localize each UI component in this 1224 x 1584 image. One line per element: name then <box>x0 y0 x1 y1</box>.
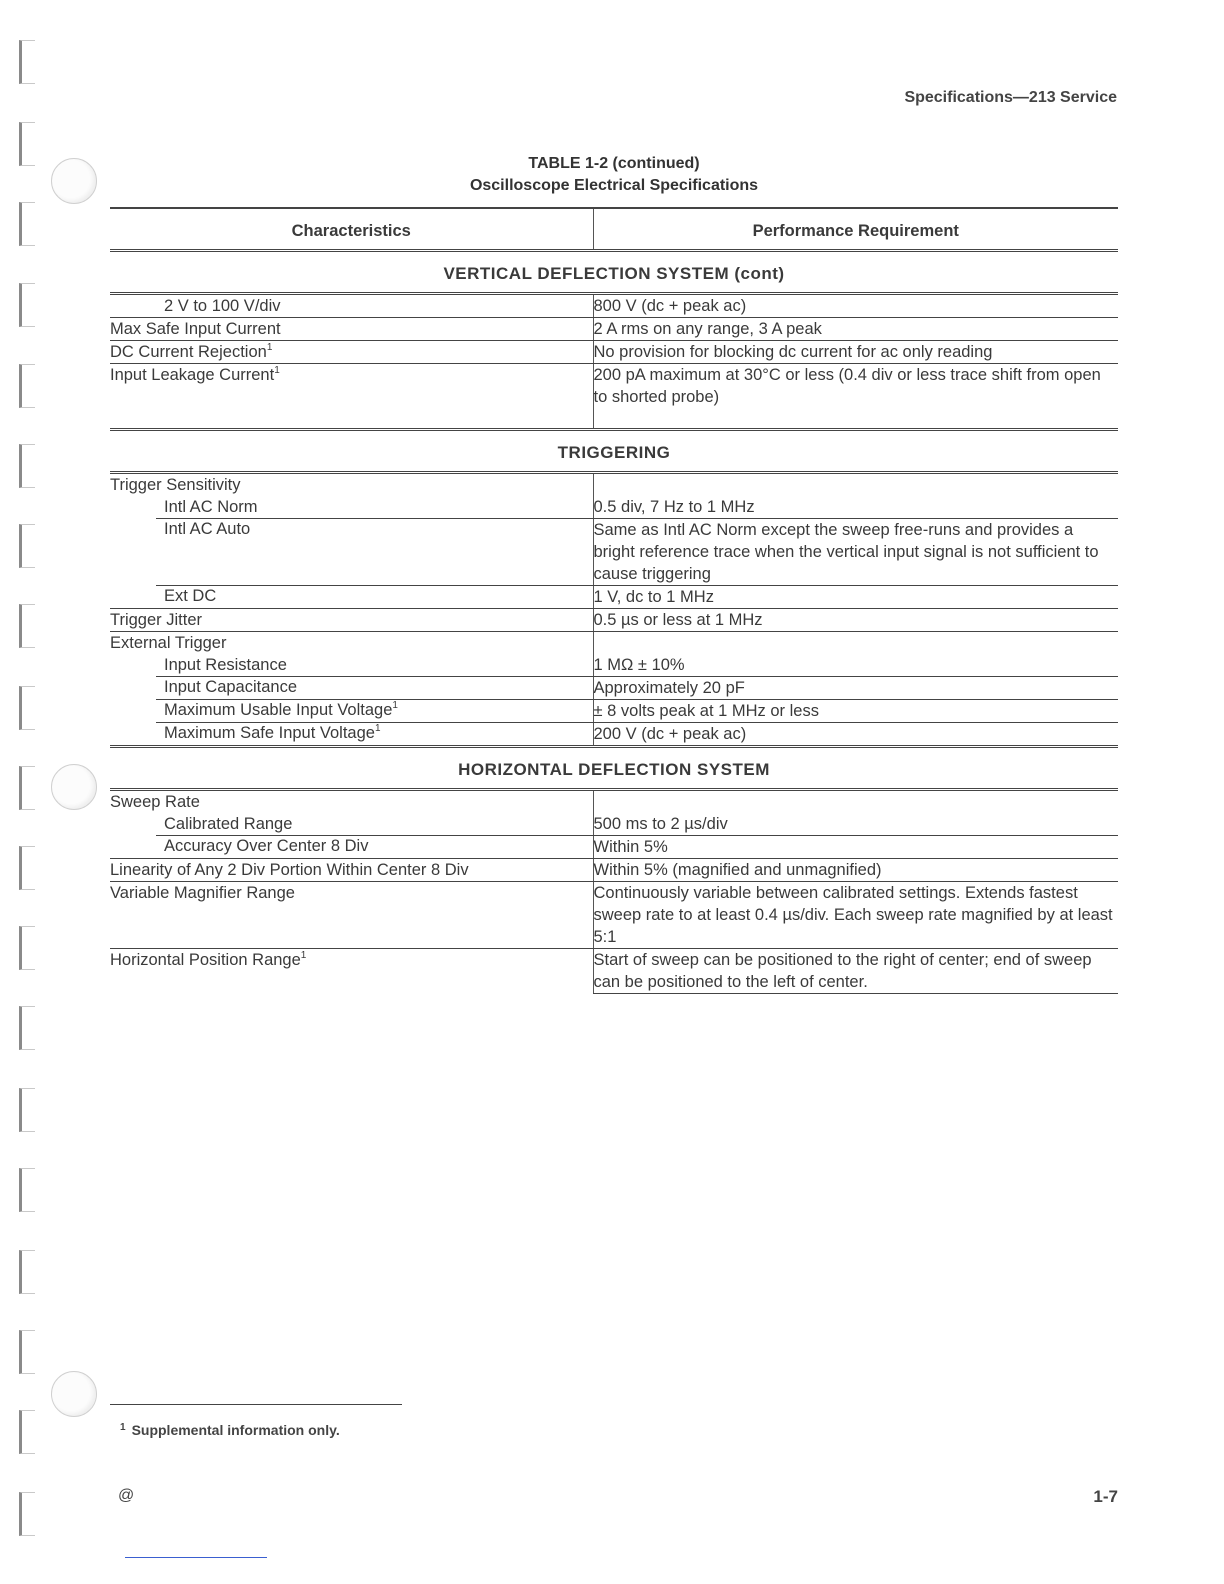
punch-hole <box>51 1371 97 1417</box>
characteristic-label: Maximum Safe Input Voltage <box>164 724 375 742</box>
requirement-cell <box>593 608 1118 631</box>
requirement-cell <box>593 654 1118 677</box>
characteristic-cell <box>110 948 593 993</box>
page-header: Specifications—213 Service <box>904 89 1117 106</box>
characteristic-cell <box>110 858 593 881</box>
binder-mark <box>19 766 35 810</box>
characteristic-cell <box>110 654 593 677</box>
characteristic-cell <box>110 518 593 585</box>
table-row <box>110 881 1118 948</box>
binder-mark <box>19 202 35 246</box>
requirement-text: No provision for blocking dc current for ac only reading <box>593 342 993 361</box>
table-title-block <box>110 153 1118 197</box>
requirement-text: ± 8 volts peak at 1 MHz or less <box>593 701 819 720</box>
characteristic-label: Linearity of Any 2 Div Portion Within Center 8 Div <box>110 860 469 879</box>
section-heading: HORIZONTAL DEFLECTION SYSTEM <box>110 746 1118 789</box>
table-row <box>110 340 1118 363</box>
requirement-cell <box>593 518 1118 585</box>
table-row <box>110 835 1118 858</box>
characteristic-cell <box>110 340 593 363</box>
table-row <box>110 472 1118 496</box>
requirement-text: 800 V (dc + peak ac) <box>593 296 747 315</box>
footnote-ref: 1 <box>300 949 307 961</box>
requirement-cell <box>593 699 1118 722</box>
table-row <box>110 676 1118 699</box>
binder-mark <box>19 604 35 648</box>
table-row <box>110 496 1118 519</box>
binder-mark <box>19 1168 35 1212</box>
footer-symbol: @ <box>118 1487 135 1504</box>
characteristic-label: Trigger Jitter <box>110 610 202 629</box>
binder-mark <box>19 444 35 488</box>
characteristic-cell <box>110 881 593 948</box>
characteristic-label: Maximum Usable Input Voltage <box>164 701 393 719</box>
table-title: TABLE 1-2 (continued) <box>528 155 700 172</box>
requirement-text: 0.5 div, 7 Hz to 1 MHz <box>593 497 755 516</box>
characteristic-cell <box>110 608 593 631</box>
requirement-cell <box>593 676 1118 699</box>
footnote-ref: 1 <box>374 723 381 734</box>
requirement-cell <box>593 585 1118 608</box>
binder-mark <box>19 686 35 730</box>
characteristic-cell <box>110 676 593 699</box>
table-row <box>110 293 1118 317</box>
requirement-cell <box>593 496 1118 519</box>
requirement-text: Same as Intl AC Norm except the sweep free-runs and provides a bright reference trace when the vertical input signal is not sufficient to cause triggering <box>593 520 1099 583</box>
characteristic-label: Max Safe Input Current <box>110 319 281 338</box>
table-row <box>110 813 1118 836</box>
requirement-text: 1 MΩ ± 10% <box>593 655 685 674</box>
requirement-text: 0.5 µs or less at 1 MHz <box>593 610 763 629</box>
section-heading-row <box>110 429 1118 472</box>
requirement-text: 200 V (dc + peak ac) <box>593 724 747 743</box>
characteristic-label: Horizontal Position Range <box>110 950 301 969</box>
requirement-cell <box>593 363 1118 429</box>
characteristic-label: External Trigger <box>110 633 227 652</box>
characteristic-cell <box>110 813 593 836</box>
characteristic-cell <box>110 472 593 496</box>
characteristic-cell <box>110 835 593 858</box>
requirement-text: Within 5% <box>593 837 668 856</box>
binder-mark <box>19 846 35 890</box>
short-rule <box>110 1404 402 1405</box>
characteristic-label: Accuracy Over Center 8 Div <box>164 837 369 855</box>
requirement-cell <box>593 472 1118 496</box>
requirement-cell <box>593 948 1118 993</box>
table-row <box>110 608 1118 631</box>
characteristic-cell <box>110 722 593 746</box>
footnote-ref: 1 <box>274 364 280 376</box>
characteristic-cell <box>110 317 593 340</box>
section-heading-row <box>110 746 1118 789</box>
table-row <box>110 699 1118 722</box>
binder-mark <box>19 1330 35 1374</box>
requirement-cell <box>593 722 1118 746</box>
requirement-cell <box>593 293 1118 317</box>
section-heading-row <box>110 250 1118 293</box>
characteristic-label: 2 V to 100 V/div <box>164 296 281 315</box>
requirement-text: Start of sweep can be positioned to the right of center; end of sweep can be positioned to the left of center. <box>593 950 1092 991</box>
section-heading: TRIGGERING <box>110 429 1118 472</box>
footnote-ref: 1 <box>266 341 273 353</box>
binder-mark <box>19 1410 35 1454</box>
table-row <box>110 631 1118 654</box>
characteristic-label: Trigger Sensitivity <box>110 475 241 494</box>
characteristic-label: Intl AC Auto <box>164 520 251 538</box>
characteristic-label: Input Capacitance <box>164 678 298 696</box>
binder-mark <box>19 1492 35 1536</box>
spec-table <box>110 207 1118 994</box>
requirement-text: Continuously variable between calibrated settings. Extends fastest sweep rate to at least 0.4 µs/div. Each sweep rate magnified by at least 5:1 <box>593 883 1113 946</box>
characteristic-cell <box>110 293 593 317</box>
binder-mark <box>19 364 35 408</box>
requirement-cell <box>593 813 1118 836</box>
requirement-text: Approximately 20 pF <box>593 678 745 697</box>
requirement-cell <box>593 631 1118 654</box>
binder-mark <box>19 1088 35 1132</box>
footnote-text: Supplemental information only. <box>131 1422 340 1438</box>
requirement-cell <box>593 881 1118 948</box>
characteristic-cell <box>110 699 593 722</box>
table-subtitle: Oscilloscope Electrical Specifications <box>469 177 759 194</box>
punch-hole <box>51 764 97 810</box>
characteristic-label: DC Current Rejection <box>110 342 267 361</box>
table-row <box>110 722 1118 746</box>
requirement-text: 500 ms to 2 µs/div <box>593 814 728 833</box>
table-row <box>110 363 1118 429</box>
page-number: 1-7 <box>1093 1487 1118 1506</box>
characteristic-label: Input Resistance <box>164 655 287 674</box>
requirement-cell <box>593 317 1118 340</box>
characteristic-cell <box>110 631 593 654</box>
requirement-text: 200 pA maximum at 30°C or less (0.4 div or less trace shift from open to shorted probe) <box>593 365 1101 406</box>
binder-mark <box>19 283 35 327</box>
characteristic-label: Calibrated Range <box>164 814 293 833</box>
table-row <box>110 789 1118 813</box>
footnote-ref: 1 <box>392 700 398 711</box>
table-header-row <box>110 208 1118 250</box>
characteristic-cell <box>110 496 593 519</box>
binder-mark <box>19 1006 35 1050</box>
binder-mark <box>19 926 35 970</box>
binder-mark <box>19 40 35 84</box>
requirement-text: Within 5% (magnified and unmagnified) <box>593 860 882 879</box>
table-row <box>110 948 1118 993</box>
footnote <box>120 1422 340 1438</box>
binder-mark <box>19 1250 35 1294</box>
requirement-cell <box>593 789 1118 813</box>
table-row <box>110 585 1118 608</box>
row-rule <box>156 835 593 836</box>
characteristic-label: Ext DC <box>164 587 217 605</box>
scan-artifact-rule <box>125 1557 267 1558</box>
row-rule <box>156 585 593 586</box>
requirement-cell <box>593 858 1118 881</box>
characteristic-label: Input Leakage Current <box>110 365 275 384</box>
punch-hole <box>51 158 97 204</box>
requirement-cell <box>593 835 1118 858</box>
characteristic-cell <box>110 585 593 608</box>
binder-margin <box>0 0 100 1584</box>
table-row <box>110 518 1118 585</box>
characteristic-cell <box>110 789 593 813</box>
column-header-requirement: Performance Requirement <box>593 208 1118 250</box>
row-rule <box>156 722 593 723</box>
table-row <box>110 654 1118 677</box>
binder-mark <box>19 524 35 568</box>
characteristic-label: Sweep Rate <box>110 792 200 811</box>
footnote-mark: 1 <box>120 1422 126 1433</box>
binder-mark <box>19 122 35 166</box>
table-row <box>110 317 1118 340</box>
column-header-characteristics: Characteristics <box>110 208 593 250</box>
requirement-text: 2 A rms on any range, 3 A peak <box>593 319 822 338</box>
characteristic-cell <box>110 363 593 429</box>
table-row <box>110 858 1118 881</box>
requirement-cell <box>593 340 1118 363</box>
section-heading: VERTICAL DEFLECTION SYSTEM (cont) <box>110 250 1118 293</box>
characteristic-label: Intl AC Norm <box>164 497 258 516</box>
requirement-text: 1 V, dc to 1 MHz <box>593 587 714 606</box>
characteristic-label: Variable Magnifier Range <box>110 883 295 902</box>
